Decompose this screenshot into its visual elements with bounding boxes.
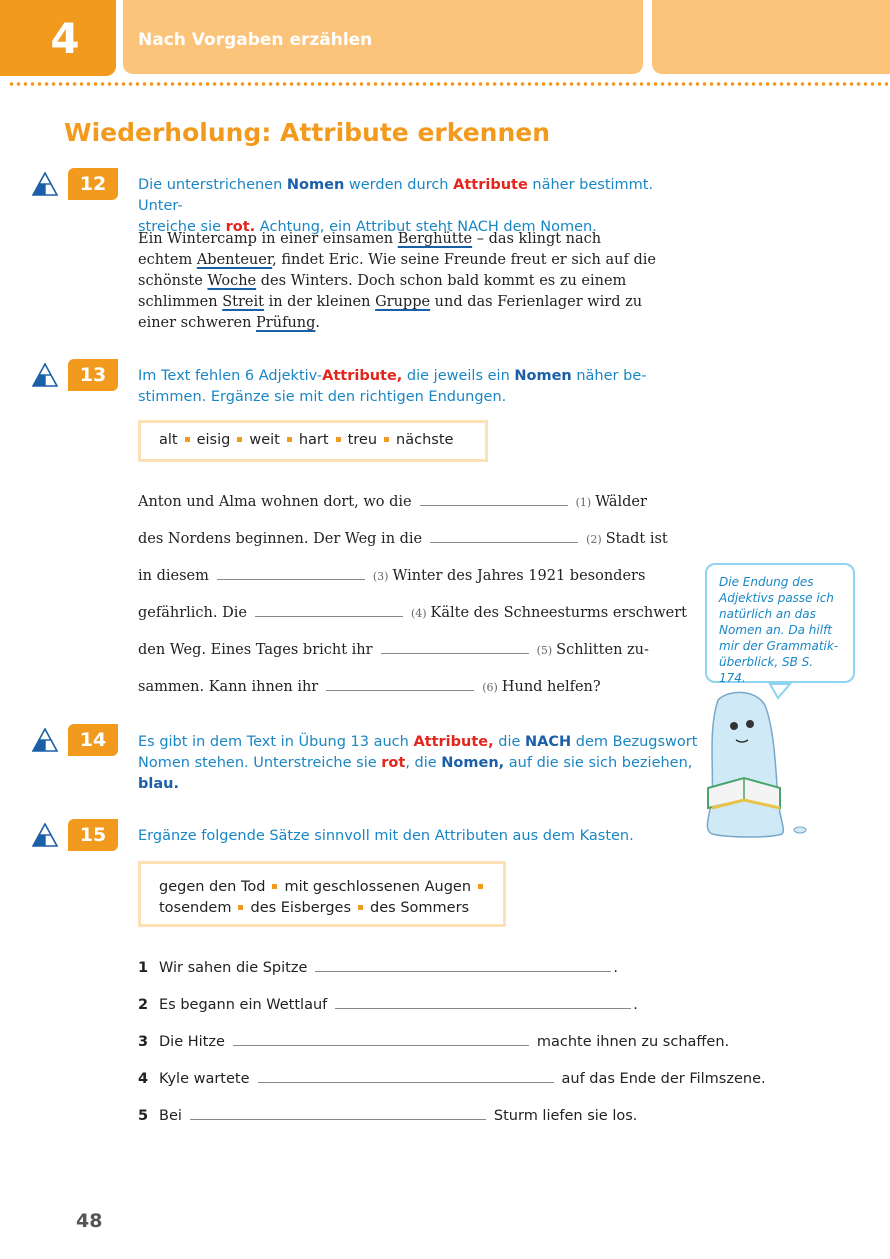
difficulty-pyramid-icon	[32, 363, 58, 387]
exercise-15-task: Ergänze folgende Sätze sinnvoll mit den Attributen aus dem Kasten.	[138, 828, 634, 844]
word-box: alt eisig weit hart treu nächste	[138, 420, 488, 462]
fill-line: des Nordens beginnen. Der Weg in die (2) Stadt ist	[138, 531, 668, 547]
sentence-line: 5 Bei Sturm liefen sie los.	[138, 1108, 638, 1124]
answer-blank[interactable]	[217, 579, 365, 580]
answer-blank[interactable]	[335, 1008, 631, 1009]
sentence-line: 4 Kyle wartete auf das Ende der Filmszene.	[138, 1071, 766, 1087]
difficulty-pyramid-icon	[32, 823, 58, 847]
exercise-number: 14	[68, 724, 118, 756]
exercise-14-task: Es gibt in dem Text in Übung 13 auch Attribute, die NACH dem Bezugswort Nomen stehen. Unterstreiche sie rot, die Nomen, auf die sie sich beziehen, blau.	[138, 734, 698, 792]
exercise-13-task: Im Text fehlen 6 Adjektiv-Attribute, die jeweils ein Nomen näher be- stimmen. Ergänze sie mit den richtigen Endungen.	[138, 368, 647, 405]
sentence-line: 1 Wir sahen die Spitze .	[138, 960, 618, 976]
header-right-block	[652, 0, 890, 74]
exercise-number: 13	[68, 359, 118, 391]
exercise-number: 15	[68, 819, 118, 851]
tip-bubble: Die Endung des Adjektivs passe ich natürlich an das Nomen an. Da hilft mir der Grammatik-überblick, SB S. 174.	[705, 563, 855, 683]
fill-line: den Weg. Eines Tages bricht ihr (5) Schlitten zu-	[138, 642, 649, 658]
fill-line: gefährlich. Die (4) Kälte des Schneesturms erschwert	[138, 605, 687, 621]
answer-blank[interactable]	[430, 542, 578, 543]
sentence-line: 2 Es begann ein Wettlauf .	[138, 997, 638, 1013]
exercise-12-text: Ein Wintercamp in einer einsamen Berghütte – das klingt nach echtem Abenteuer, findet Eric. Wie seine Freunde freut er sich auf die schönste Woche des Winters. Doch schon bald kommt es zu einem schlimmen Streit in der kleinen Gruppe und das Ferienlager wird zu einer schweren Prüfung.	[138, 231, 656, 331]
fill-line: sammen. Kann ihnen ihr (6) Hund helfen?	[138, 679, 601, 695]
answer-blank[interactable]	[381, 653, 529, 654]
answer-blank[interactable]	[190, 1119, 486, 1120]
answer-blank[interactable]	[258, 1082, 554, 1083]
chapter-title: Nach Vorgaben erzählen	[138, 30, 373, 50]
answer-blank[interactable]	[326, 690, 474, 691]
page-number: 48	[76, 1210, 103, 1232]
chapter-number: 4	[0, 0, 116, 76]
exercise-12-task: Die unterstrichenen Nomen werden durch Attribute näher bestimmt. Unter- streiche sie rot. Achtung, ein Attribut steht NACH dem Nomen.	[138, 177, 654, 235]
section-title: Wiederholung: Attribute erkennen	[64, 118, 551, 147]
answer-blank[interactable]	[420, 505, 568, 506]
dotted-divider	[8, 81, 888, 87]
chapter-title-bar	[123, 0, 643, 74]
sentence-line: 3 Die Hitze machte ihnen zu schaffen.	[138, 1034, 730, 1050]
fill-line: Anton und Alma wohnen dort, wo die (1) Wälder	[138, 494, 647, 510]
fill-line: in diesem (3) Winter des Jahres 1921 besonders	[138, 568, 646, 584]
answer-blank[interactable]	[315, 971, 611, 972]
difficulty-pyramid-icon	[32, 172, 58, 196]
difficulty-pyramid-icon	[32, 728, 58, 752]
ghost-mascot-icon	[690, 680, 820, 840]
exercise-number: 12	[68, 168, 118, 200]
answer-blank[interactable]	[255, 616, 403, 617]
answer-blank[interactable]	[233, 1045, 529, 1046]
attribute-word-box: gegen den Tod mit geschlossenen Augen tosendem des Eisberges des Sommers	[138, 861, 506, 927]
